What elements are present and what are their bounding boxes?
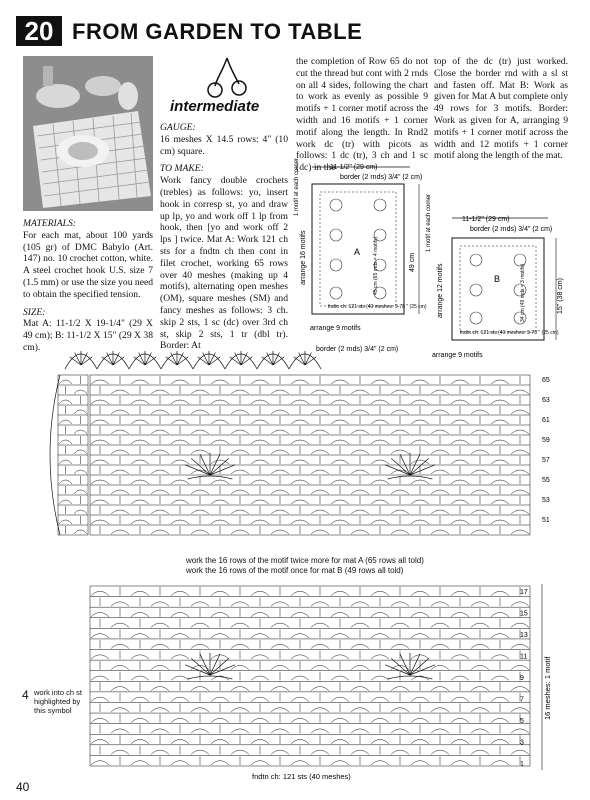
row-number: 17 (520, 589, 528, 596)
mat-b-outline (452, 238, 544, 340)
row-numbers-bottom (520, 589, 528, 768)
row-number: 11 (520, 653, 528, 661)
crochet-chart-bottom (20, 580, 580, 780)
row-number: 51 (542, 517, 550, 524)
note-mat-b: work the 16 rows of the motif once for mat B (49 rows all told) (186, 566, 404, 575)
length-motifs-a: arrange 16 motifs (300, 230, 307, 285)
row-number: 55 (542, 477, 550, 484)
corner-label-a: 1 motif at each corner (294, 157, 300, 216)
row-number: 3 (520, 739, 524, 747)
page-header (16, 16, 576, 46)
row-number: 13 (520, 632, 528, 639)
size-text: Mat A: 11-1/2 X 19-1/4" (29 X 49 cm); B: 11-1/2 X 15" (29 X 38 cm). (23, 318, 153, 353)
row-number: 7 (520, 696, 524, 704)
gauge-label: GAUGE: (160, 122, 196, 133)
row-number: 61 (542, 417, 550, 424)
row-number: 59 (542, 437, 550, 444)
row-number: 57 (542, 457, 550, 464)
length-motifs-b: arrange 12 motifs (437, 263, 444, 318)
row-number: 9 (520, 675, 524, 682)
to-make-text: Work fancy double crochets (trebles) as follows: yo, insert hook in corresp st, yo and draw up lp, yo and work off 1 lp from hook, then [yo and work off 2 lps ] twice. Mat A: Work 121 ch sts for a fndtn ch then cont in filet crochet, working 65 rows over 40 meshes (making up 4 motifs), alternating open meshes (OM), square meshes (SM) and fancy meshes as follows: 3 ch. skip 2 sts, 1 sc (dc) over 3rd ch st, skip 2 sts, 1 tr (dbl tr). Border: At (160, 175, 288, 352)
legend-symbol: 4 (22, 688, 29, 702)
row-number: 15 (520, 610, 528, 618)
inner-label-a: 45 cm (65 rnds = 4 motifs) (373, 236, 379, 295)
instructions-text-3: the completion of Row 65 do not cut the thread but cont with 2 rnds on all 4 sides, following the chart to work as evenly as possible 9 motifs + 1 corner motif across the width and 16 motifs + 1 corner motif along the length. In Rnd2 work dc (tr) with picots as follows: 1 dc (tr), 3 ch and 1 sc (dc) in the (296, 56, 428, 174)
schematic-mat-a (292, 157, 432, 335)
border-scallops (50, 351, 321, 535)
row-number: 53 (542, 497, 550, 504)
to-make-label: TO MAKE: (160, 163, 204, 175)
corner-label-b: 1 motif at each corner (426, 193, 432, 252)
width-motifs-a: arrange 9 motifs (310, 325, 361, 332)
chart-grid-top (58, 375, 530, 535)
row-number: 65 (542, 377, 550, 384)
skill-level: intermediate (170, 98, 260, 115)
height-label-b: 15" (38 cm) (557, 278, 564, 314)
motif-height-label: 16 meshes: 1 motif (543, 656, 552, 720)
width-label-a: 11-1/2" (29 cm) (330, 164, 378, 171)
pattern-title: FROM GARDEN TO TABLE (72, 19, 363, 44)
border-label-a: border (2 rnds) 3/4" (2 cm) (340, 174, 423, 181)
page-number: 40 (16, 780, 30, 794)
gauge-text: 16 meshes X 14.5 rows: 4" (10 cm) square. (160, 133, 288, 157)
note-mat-a: work the 16 rows of the motif twice more for mat A (65 rows all told) (186, 556, 424, 565)
crochet-chart-top (20, 335, 580, 545)
cherries-icon (205, 56, 255, 101)
product-photo (23, 56, 153, 211)
table-mat-photo-illustration (23, 56, 153, 211)
materials-label: MATERIALS: (23, 218, 76, 229)
legend-text: work into ch st highlighted by this symbol (34, 688, 82, 715)
width-label-b: 11-1/2" (29 cm) (462, 216, 510, 223)
row-number: 1 (520, 761, 524, 768)
mat-a-letter: A (354, 247, 361, 257)
mat-b-letter: B (494, 274, 501, 284)
width-motifs-b: arrange 9 motifs (432, 352, 483, 359)
border-label-chart: border (2 rnds) 3/4" (2 cm) (316, 346, 399, 353)
row-numbers-top (542, 377, 550, 524)
inner-label-b: 34 cm (49 rnds = 3 motifs) (520, 263, 526, 322)
size-label: SIZE: (23, 306, 46, 318)
instructions-column-4 (434, 56, 568, 162)
instructions-column (160, 122, 288, 358)
row-number: 5 (520, 718, 524, 725)
materials-text: For each mat, about 100 yards (105 gr) of DMC Babylo (Art. 147) no. 10 crochet cotton, white. A steel crochet hook U.S. size 7 (1.5 mm) or use the size you need to obtain the specified tension. (23, 229, 154, 300)
chart-grid-bottom (90, 586, 530, 766)
pattern-number: 20 (16, 16, 62, 46)
repeat-notes (186, 556, 424, 576)
height-label-a: 49 cm (409, 252, 416, 272)
row-number: 63 (542, 397, 550, 404)
fndtn-chain-label: fndtn ch: 121 sts (40 meshes) (252, 772, 351, 781)
fndtn-label-a: fndtn ch: 121 sts (40 meshes: 9-78 " (25 cm) (328, 304, 427, 310)
fndtn-label-b: fndtn ch: 121 sts (40 meshes: 9-78 " (25 cm) (460, 330, 559, 336)
instructions-column-3 (296, 56, 428, 174)
instructions-text-4: top of the dc (tr) just worked. Close the border rnd with a sl st and fasten off. Mat B: Work as given for Mat A but complete only 49 rows for 3 motifs. Border: Work as given for A, arranging 9 motifs + 1 corner motif across the width and 12 motifs + 1 corner motif along the length of the mat. (434, 56, 568, 162)
border-label-b: border (2 rnds) 3/4" (2 cm) (470, 226, 553, 233)
